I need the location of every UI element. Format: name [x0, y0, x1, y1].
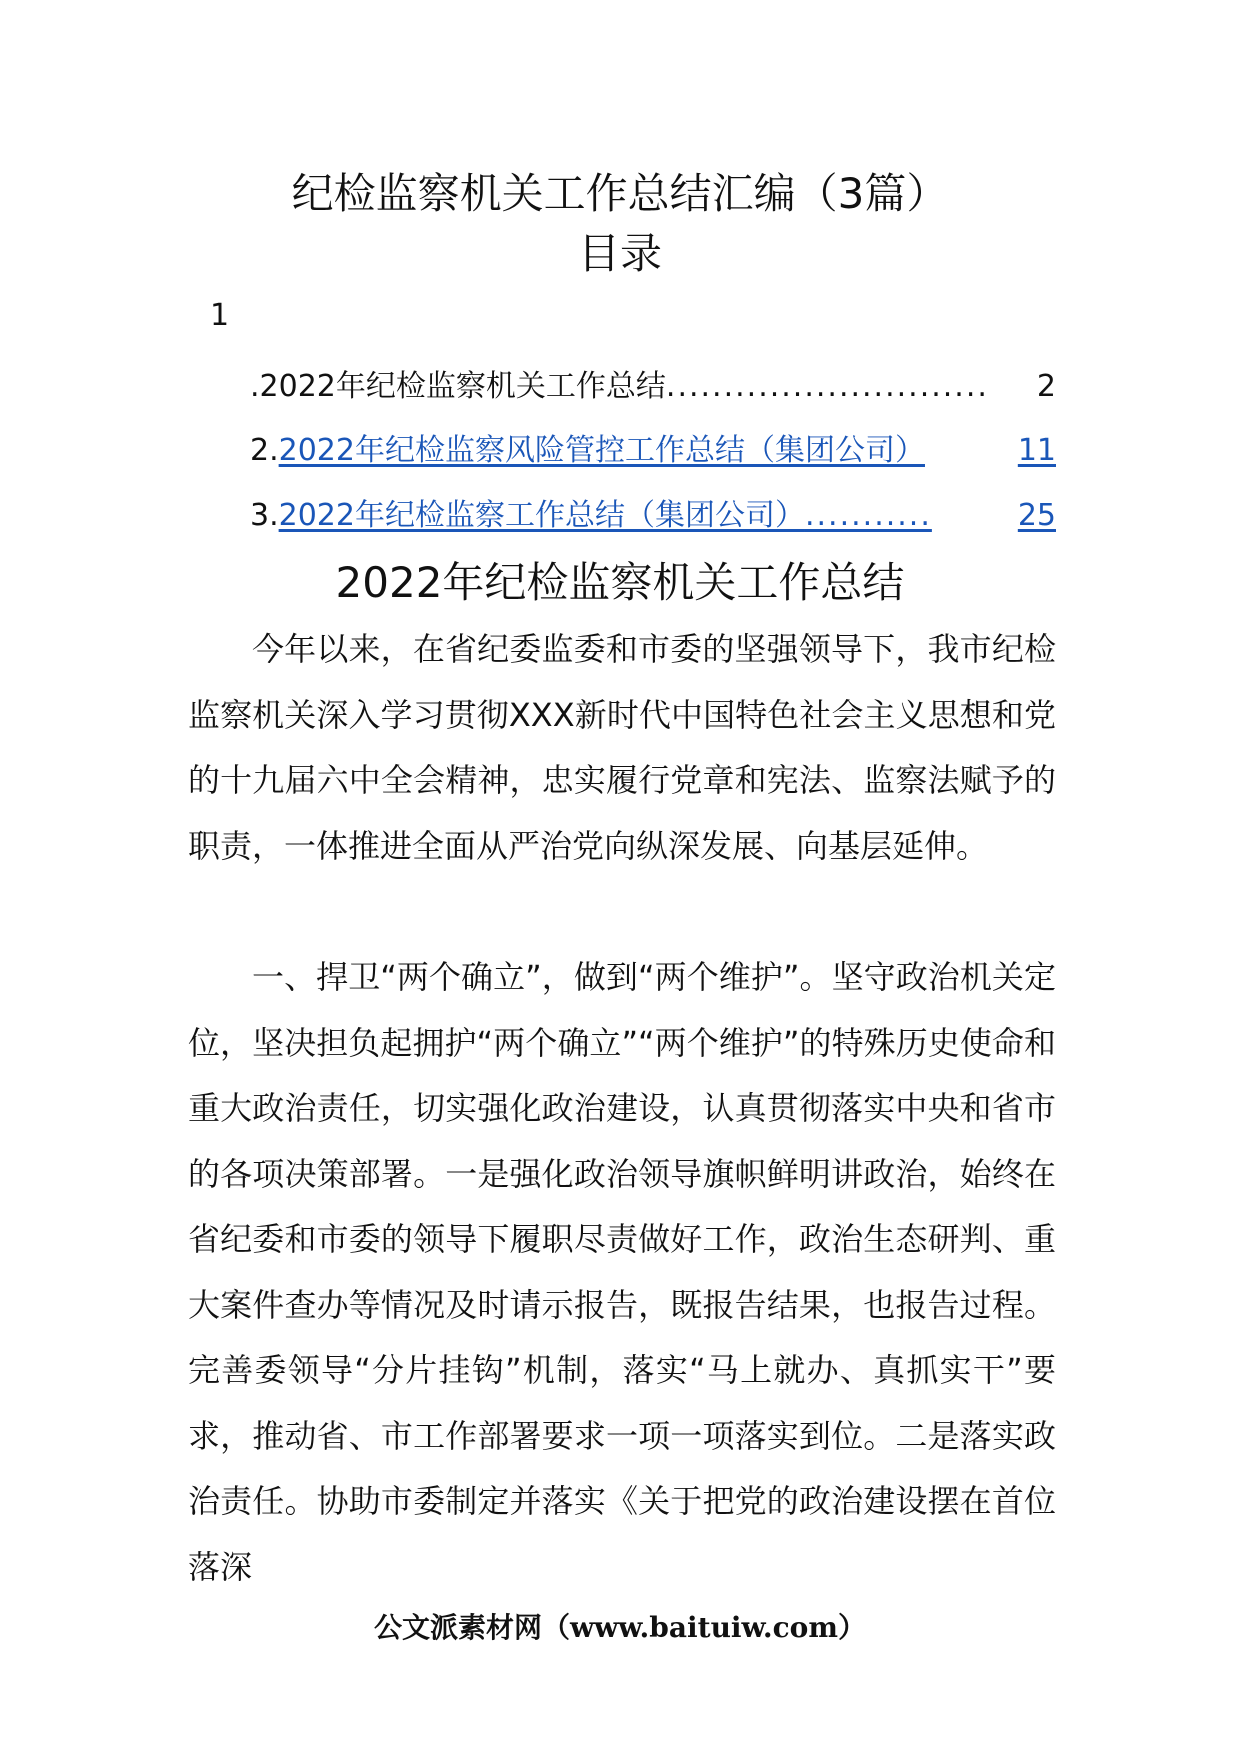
footer-watermark: 公文派素材网（www.baituiw.com） [374, 1611, 866, 1644]
body-paragraph: 一、捍卫“两个确立”，做到“两个维护”。坚守政治机关定位，坚决担负起拥护“两个确立”“两个维护”的特殊历史使命和重大政治责任，切实强化政治建设，认真贯彻落实中央和省市的各项决策部署。一是强化政治领导旗帜鲜明讲政治，始终在省纪委和市委的领导下履职尽责做好工作，政治生态研判、重大案件查办等情况及时请示报告，既报告结果，也报告过程。完善委领导“分片挂钩”机制，落实“马上就办、真抓实干”要求，推动省、市工作部署要求一项一项落实到位。二是落实政治责任。协助市委制定并落实《关于把党的政治建设摆在首位落深 [188, 958, 1056, 1586]
toc-item [250, 430, 1056, 472]
toc-item-link[interactable]: 2022年纪检监察风险管控工作总结（集团公司） [278, 433, 925, 468]
toc-item-label: 2022年纪检监察机关工作总结 [259, 369, 666, 404]
toc-item-leader: ............................ [665, 369, 989, 404]
toc-item-page[interactable]: 25 [1017, 498, 1056, 533]
toc-item-page: 2 [1036, 369, 1056, 404]
toc-heading: 目录 [577, 229, 662, 278]
toc-item-leader: ........... [804, 498, 932, 533]
document-title: 纪检监察机关工作总结汇编（3篇） [291, 169, 949, 218]
toc-item-prefix: 2. [250, 433, 279, 468]
toc-item-page[interactable]: 11 [1017, 433, 1056, 468]
toc-item[interactable] [250, 366, 1056, 408]
section-title: 2022年纪检监察机关工作总结 [335, 558, 905, 607]
toc-item-prefix: . [250, 369, 260, 404]
toc-item [250, 495, 1056, 537]
body-paragraph: 今年以来，在省纪委监委和市委的坚强领导下，我市纪检监察机关深入学习贯彻XXX新时代中国特色社会主义思想和党的十九届六中全会精神，忠实履行党章和宪法、监察法赋予的职责，一体推进全面从严治党向纵深发展、向基层延伸。 [188, 630, 1056, 865]
toc-item-prefix: 3. [250, 498, 279, 533]
toc-item-link[interactable]: 2022年纪检监察工作总结（集团公司） [278, 498, 805, 533]
toc-leading-number: 1 [210, 298, 230, 333]
